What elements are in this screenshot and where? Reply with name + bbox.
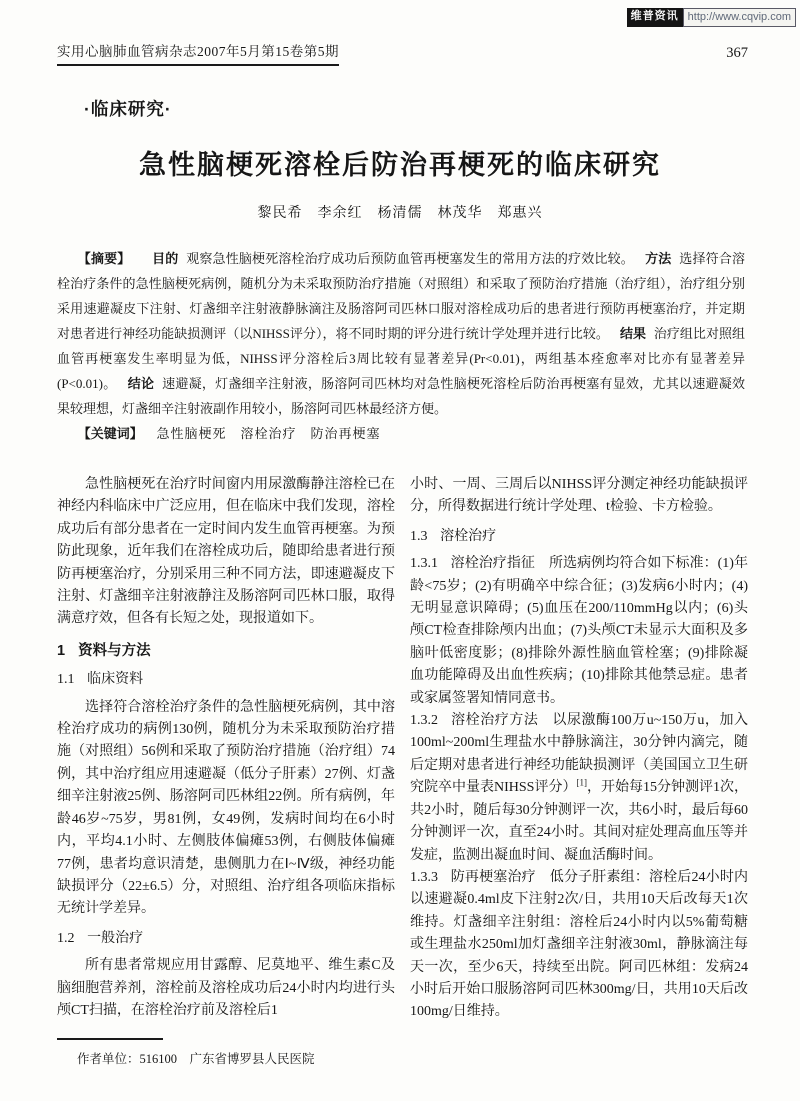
body-columns bbox=[57, 474, 748, 1071]
conclusion-label: 结论 bbox=[127, 376, 155, 391]
watermark-source-label: 维普资讯 bbox=[627, 8, 683, 27]
section-title: 一般治疗 bbox=[87, 930, 144, 946]
section-1-3-3-paragraph bbox=[410, 867, 748, 1024]
section-number: 1.1 bbox=[57, 672, 75, 688]
footnote-divider bbox=[57, 1038, 163, 1040]
watermark-badge bbox=[627, 8, 796, 27]
section-text: 以尿激酶100万u~150万u，加入100ml~200ml生理盐水中静脉滴注，30分钟内滴完，随后定期对患者进行神经功能缺损测评（美国国立卫生研究院卒中量表NIHSS评分） bbox=[410, 713, 749, 796]
objective-text: 观察急性脑梗死溶栓治疗成功后预防血管再梗塞发生的常用方法的疗效比较。 bbox=[186, 251, 634, 266]
intro-paragraph: 急性脑梗死在治疗时间窗内用尿激酶静注溶栓已在神经内科临床中广泛应用，但在临床中我们发现，溶栓成功后有部分患者在一定时间内发生血管再梗塞。为预防此现象，近年我们在溶栓成功后，随即给患者进行预防再梗塞治疗，分别采用三种不同方法，即速避凝皮下注射、灯盏细辛注射液静注及肠溶阿司匹林口服，取得满意疗效，但各有长短之处，现报道如下。 bbox=[57, 477, 395, 627]
reference-marker: [1] bbox=[576, 777, 587, 788]
author-list: 黎民希 李余红 杨清儒 林茂华 郑惠兴 bbox=[257, 206, 543, 221]
section-heading-1-2 bbox=[57, 928, 395, 950]
section-title: 临床资料 bbox=[87, 672, 144, 688]
section-number: 1.3.1 bbox=[410, 556, 438, 572]
methods-label: 方法 bbox=[645, 251, 672, 266]
results-label: 结果 bbox=[620, 326, 647, 341]
section-title: 资料与方法 bbox=[78, 642, 151, 659]
section-heading-1-1 bbox=[57, 669, 395, 691]
watermark-url: http://www.cqvip.com bbox=[683, 8, 796, 27]
methods-text: 选择符合溶栓治疗条件的急性脑梗死病例，随机分为未采取预防治疗措施（对照组）和采取了预防治疗措施（治疗组），治疗组分别采用速避凝皮下注射、灯盏细辛注射液静脉滴注及肠溶阿司匹林口服对溶栓成功后的患者进行预防再梗塞治疗，并定期对患者进行神经功能缺损测评（以NIHSS评分），将不同时期的评分进行统计学处理并进行比较。 bbox=[57, 251, 745, 341]
author-affiliation-footnote bbox=[57, 1038, 395, 1070]
left-column bbox=[57, 474, 395, 1071]
section-1-3-1-paragraph bbox=[410, 553, 748, 710]
section-number: 1.3.2 bbox=[410, 713, 438, 729]
section-number: 1.3 bbox=[410, 528, 428, 544]
section-text: 低分子肝素组：溶栓后24小时内以速避凝0.4ml皮下注射2次/日，共用10天后改每天1次维持。灯盏细辛注射组：溶栓后24小时内以5%葡萄糖或生理盐水250ml加灯盏细辛注射液30ml，静脉滴注每天一次，至少6天，持续至出院。阿司匹林组：发病24小时后开始口服肠溶阿司匹林300mg/日，共用10天后改100mg/日维持。 bbox=[410, 869, 749, 1020]
keywords-label: 【关键词】 bbox=[77, 426, 143, 441]
results-text: 治疗组比对照组血管再梗塞发生率明显为低，NIHSS评分溶栓后3周比较有显著差异(Pr<0.01)，两组基本痊愈率对比亦有显著差异(P<0.01)。 bbox=[57, 326, 745, 391]
section-number: 1.3.3 bbox=[410, 869, 438, 885]
section-text: 所选病例均符合如下标准：(1)年龄<75岁；(2)有明确卒中综合征；(3)发病6小时内；(4)无明显意识障碍；(5)血压在200/110mmHg以内；(6)头颅CT检查排除颅内出血；(7)头颅CT未显示大面积及多脑叶低密度影；(8)排除外源性脑血管栓塞；(9)排除凝血功能障碍及出血性疾病；(10)排除其他禁忌症。患者或家属签署知情同意书。 bbox=[410, 556, 749, 706]
abstract-block bbox=[57, 246, 745, 446]
section-number: 1 bbox=[57, 642, 66, 659]
conclusion-text: 速避凝，灯盏细辛注射液，肠溶阿司匹林均对急性脑梗死溶栓后防治再梗塞有显效，尤其以速避凝效果较理想，灯盏细辛注射液副作用较小，肠溶阿司匹林最经济方便。 bbox=[57, 376, 745, 416]
section-title: 溶栓治疗指征 bbox=[450, 556, 535, 572]
abstract-paragraph bbox=[57, 246, 745, 421]
section-number: 1.2 bbox=[57, 930, 75, 946]
section-heading-1-3 bbox=[410, 526, 748, 548]
right-column bbox=[410, 474, 748, 1071]
page-number: 367 bbox=[726, 45, 748, 61]
continued-paragraph: 小时、一周、三周后以NIHSS评分测定神经功能缺损评分，所得数据进行统计学处理、t检验、卡方检验。 bbox=[410, 477, 748, 515]
affiliation-text: 作者单位：516100 广东省博罗县人民医院 bbox=[77, 1052, 315, 1067]
journal-citation: 实用心脑肺血管病杂志2007年5月第15卷第5期 bbox=[57, 40, 339, 66]
section-1-3-2-paragraph bbox=[410, 710, 748, 867]
section-title: 溶栓治疗 bbox=[440, 528, 497, 544]
article-title: 急性脑梗死溶栓后防治再梗死的临床研究 bbox=[139, 150, 661, 180]
objective-label: 目的 bbox=[152, 251, 179, 266]
keywords-terms: 急性脑梗死 溶栓治疗 防治再梗塞 bbox=[156, 426, 381, 441]
keywords-line bbox=[57, 421, 745, 446]
page-header bbox=[57, 40, 748, 66]
general-treatment-paragraph: 所有患者常规应用甘露醇、尼莫地平、维生素C及脑细胞营养剂，溶栓前及溶栓成功后24小时内均进行头颅CT扫描，在溶栓治疗前及溶栓后1 bbox=[57, 958, 395, 1018]
section-title: 溶栓治疗方法 bbox=[450, 713, 539, 729]
section-text: ，开始每15分钟测评1次，共2小时，随后每30分钟测评一次，共6小时，最后每60分钟测评一次，直至24小时。其间对症处理高血压等并发症，监测出凝血时间、凝血活酶时间。 bbox=[410, 780, 748, 863]
clinical-data-paragraph: 选择符合溶栓治疗条件的急性脑梗死病例，其中溶栓治疗成功的病例130例，随机分为未采取预防治疗措施（对照组）56例和采取了预防治疗措施（治疗组）74例，其中治疗组应用速避凝（低分子肝素）27例、灯盏细辛注射液25例、肠溶阿司匹林组22例。所有病例，年龄46岁~75岁，男81例，女49例，发病时间均在6小时内，平均4.1小时、左侧肢体偏瘫53例，右侧肢体偏瘫77例，患者均意识清楚，患侧肌力在Ⅰ~Ⅳ级，神经功能缺损评分（22±6.5）分，对照组、治疗组各项临床指标无统计学差异。 bbox=[57, 699, 395, 917]
column-section-label: ·临床研究· bbox=[84, 99, 172, 119]
abstract-label: 【摘要】 bbox=[77, 251, 131, 266]
section-title: 防再梗塞治疗 bbox=[450, 869, 536, 885]
section-heading-1 bbox=[57, 640, 395, 662]
